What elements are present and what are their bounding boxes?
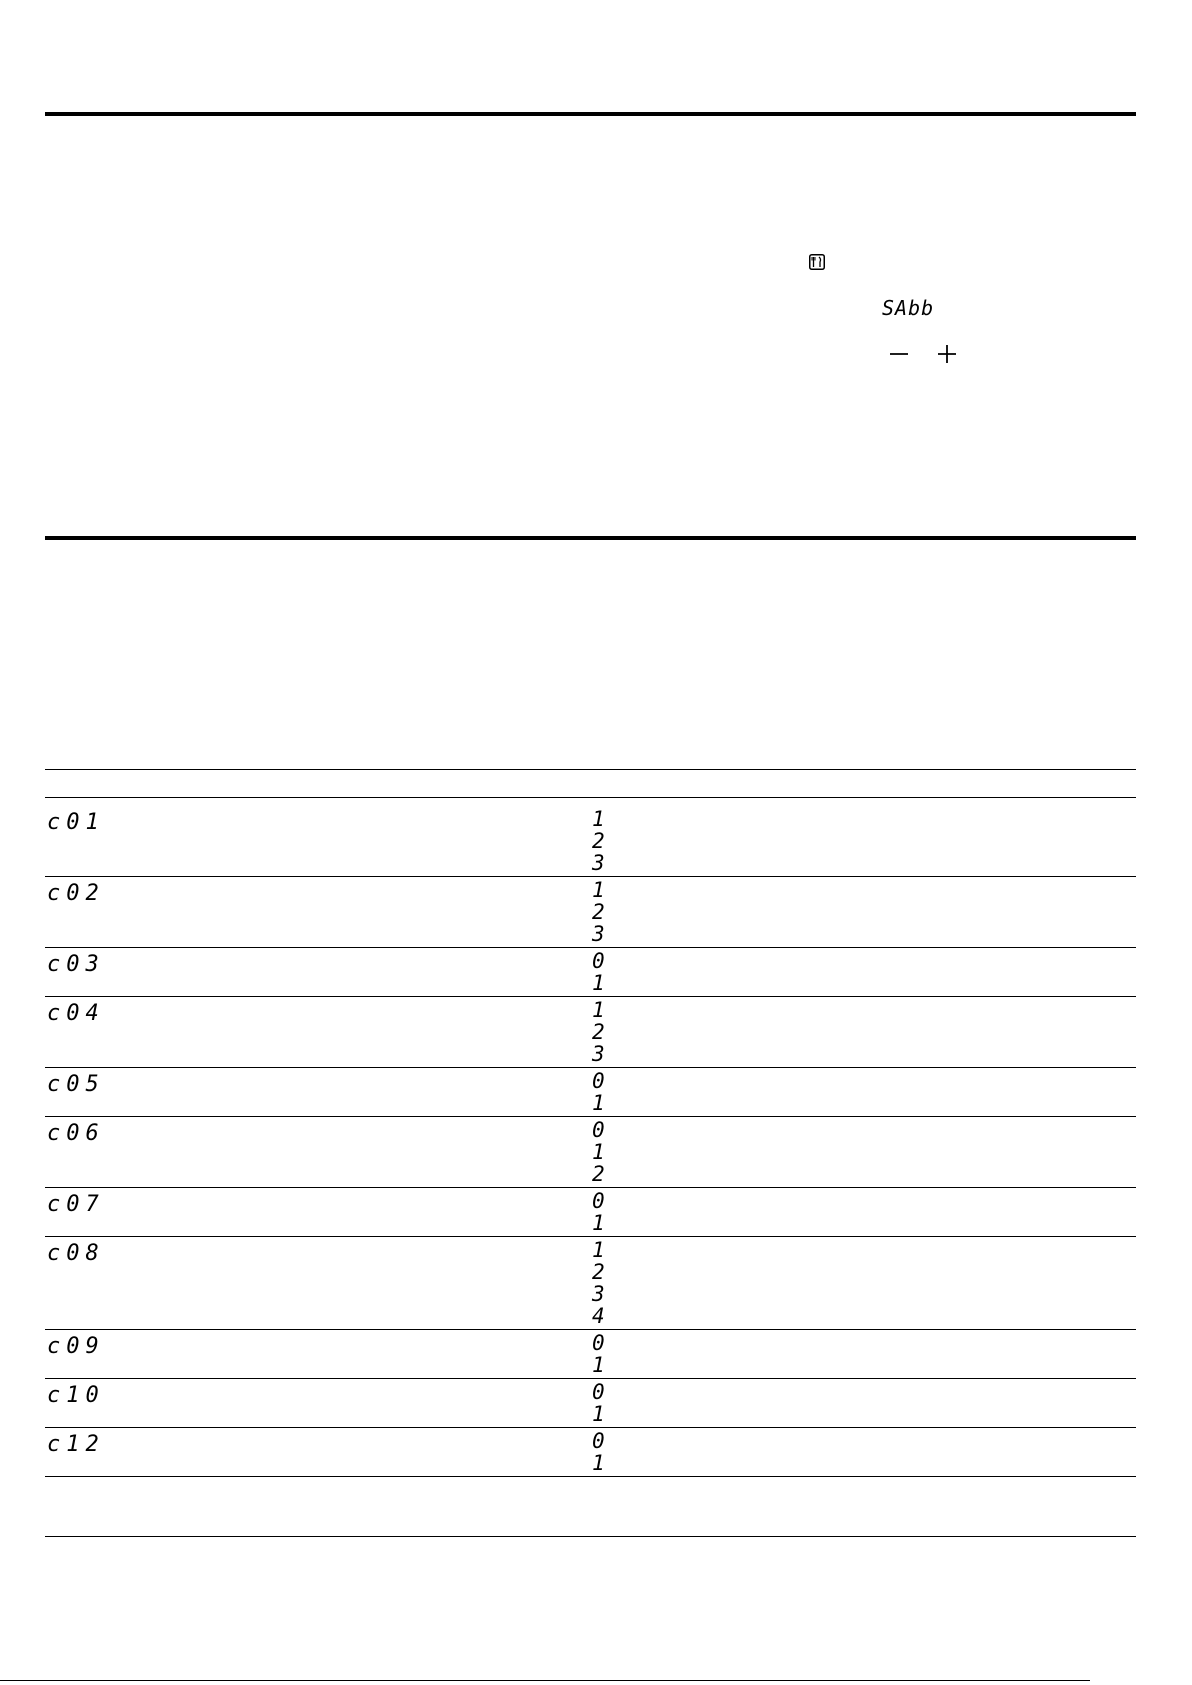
- settings-section-rule: [45, 536, 1136, 540]
- setting-values: [592, 1188, 1136, 1236]
- setting-values: [592, 1428, 1136, 1476]
- cutlery-icon: [809, 254, 825, 270]
- setting-value: 0: [592, 1118, 605, 1142]
- table-row: [45, 1117, 1136, 1188]
- setting-values: [592, 1379, 1136, 1427]
- setting-value: 2: [592, 1260, 605, 1284]
- minus-icon: [888, 343, 910, 365]
- setting-code: c07: [47, 1192, 105, 1217]
- setting-values: [592, 1117, 1136, 1187]
- setting-code: c10: [47, 1383, 105, 1408]
- setting-value: 1: [592, 1140, 605, 1164]
- setting-values: [592, 948, 1136, 996]
- setting-code: c08: [47, 1241, 105, 1266]
- setting-value: 2: [592, 1020, 605, 1044]
- setting-value: 0: [592, 1380, 605, 1404]
- setting-value: 1: [592, 998, 605, 1022]
- setting-value: 1: [592, 971, 605, 995]
- setting-code: c02: [47, 881, 105, 906]
- setting-value: 1: [592, 1091, 605, 1115]
- setting-value: 0: [592, 1429, 605, 1453]
- top-section-rule: [45, 112, 1136, 116]
- table-row: [45, 1188, 1136, 1237]
- table-row: [45, 877, 1136, 948]
- table-header-rule: [45, 797, 1136, 798]
- table-row: [45, 1428, 1136, 1477]
- page-footer-rule: [0, 1680, 1090, 1681]
- setting-value: 1: [592, 1238, 605, 1262]
- setting-value: 1: [592, 878, 605, 902]
- basic-settings-table: [45, 806, 1136, 1477]
- setting-value: 3: [592, 1042, 605, 1066]
- setting-code: c04: [47, 1001, 105, 1026]
- setting-value: 1: [592, 1402, 605, 1426]
- setting-value: 1: [592, 1353, 605, 1377]
- setting-code: c06: [47, 1121, 105, 1146]
- setting-code: c12: [47, 1432, 105, 1457]
- setting-values: [592, 877, 1136, 947]
- table-row: [45, 1068, 1136, 1117]
- setting-values: [592, 997, 1136, 1067]
- table-row: [45, 1379, 1136, 1428]
- setting-value: 1: [592, 1211, 605, 1235]
- setting-value: 2: [592, 829, 605, 853]
- setting-value: 4: [592, 1304, 605, 1328]
- setting-value: 3: [592, 851, 605, 875]
- setting-value: 3: [592, 1282, 605, 1306]
- setting-code: c03: [47, 952, 105, 977]
- table-top-rule: [45, 769, 1136, 770]
- setting-value: 1: [592, 1451, 605, 1475]
- setting-values: [592, 1068, 1136, 1116]
- setting-value: 0: [592, 1069, 605, 1093]
- setting-code: c09: [47, 1334, 105, 1359]
- setting-value: 2: [592, 900, 605, 924]
- table-bottom-rule: [45, 1536, 1136, 1537]
- sabbath-display-text: SAbb: [882, 296, 935, 320]
- table-row: [45, 948, 1136, 997]
- setting-value: 3: [592, 922, 605, 946]
- table-row: [45, 1330, 1136, 1379]
- table-row: [45, 806, 1136, 877]
- setting-code: c05: [47, 1072, 105, 1097]
- plus-icon: [936, 343, 958, 365]
- table-row: [45, 1237, 1136, 1330]
- setting-value: 2: [592, 1162, 605, 1186]
- setting-values: [592, 1237, 1136, 1329]
- setting-value: 1: [592, 807, 605, 831]
- setting-value: 0: [592, 949, 605, 973]
- table-row: [45, 997, 1136, 1068]
- setting-value: 0: [592, 1331, 605, 1355]
- setting-code: c01: [47, 810, 105, 835]
- setting-value: 0: [592, 1189, 605, 1213]
- setting-values: [592, 806, 1136, 876]
- setting-values: [592, 1330, 1136, 1378]
